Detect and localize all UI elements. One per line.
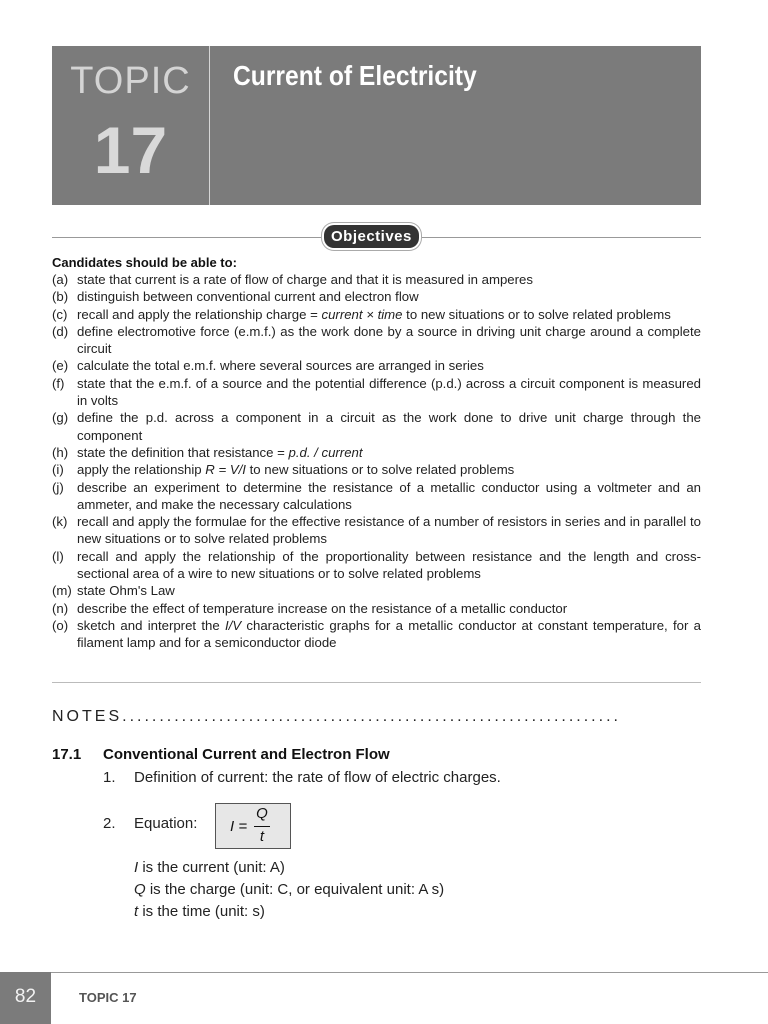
objective-letter: (h) xyxy=(52,444,69,460)
equation-numerator: Q xyxy=(256,805,268,822)
objective-text: define the p.d. across a component in a circuit as the work done to drive unit charge through the component xyxy=(77,410,701,443)
symbol: I xyxy=(134,859,139,876)
equation-box xyxy=(215,803,291,849)
objective-text-part: characteristic graphs for a metallic conductor at constant temperature, for a filament lamp and for a semiconductor diode xyxy=(77,617,701,651)
symbol: t xyxy=(134,903,139,920)
objective-letter: (b) xyxy=(52,289,69,305)
objective-item xyxy=(52,357,701,374)
list-item-number: 2. xyxy=(103,815,116,832)
objective-letter: (f) xyxy=(52,375,65,391)
objective-text xyxy=(77,306,701,323)
objectives-list xyxy=(52,271,701,652)
objective-text-part: to new situations or to solve related problems xyxy=(245,462,515,478)
objective-item xyxy=(52,513,701,548)
footer-rule xyxy=(0,972,768,973)
objective-text: recall and apply the relationship of the proportionality between resistance and the length and cross-sectional area of a wire to new situations or to solve related problems xyxy=(77,548,701,582)
equation-label: Equation: xyxy=(134,815,198,832)
equation-lhs: I = xyxy=(230,818,248,835)
definition-charge xyxy=(134,881,444,898)
objective-item xyxy=(52,479,701,514)
objective-text-part: sketch and interpret the xyxy=(77,617,225,633)
objective-item xyxy=(52,548,701,583)
page-title: Current of Electricity xyxy=(233,60,477,91)
objective-letter: (d) xyxy=(52,323,69,339)
objective-letter: (o) xyxy=(52,617,69,633)
objective-text: state that the e.m.f. of a source and the potential difference (p.d.) across a circuit component is measured in volts xyxy=(77,375,701,409)
objectives-intro: Candidates should be able to: xyxy=(52,255,237,270)
objective-item xyxy=(52,306,701,323)
objective-text: define electromotive force (e.m.f.) as the work done by a source in driving unit charge around a complete circuit xyxy=(77,323,701,357)
objective-letter: (e) xyxy=(52,358,69,374)
definition-text: is the time (unit: s) xyxy=(138,903,265,920)
objectives-badge: Objectives xyxy=(324,225,419,248)
objective-formula: p.d. / current xyxy=(288,444,363,460)
objective-formula: I/V xyxy=(225,617,242,633)
objective-text: distinguish between conventional current and electron flow xyxy=(77,289,419,305)
topic-number: 17 xyxy=(93,113,168,187)
objective-letter: (a) xyxy=(52,272,69,287)
objective-item xyxy=(52,617,701,652)
definition-time xyxy=(134,903,265,920)
objective-letter: (k) xyxy=(52,514,68,530)
topic-label: TOPIC xyxy=(70,60,191,102)
objective-letter: (l) xyxy=(52,548,64,564)
objective-text-part: to new situations or to solve related problems xyxy=(402,306,671,322)
footer-topic-label: TOPIC 17 xyxy=(79,990,137,1005)
objective-item xyxy=(52,271,701,288)
objective-text xyxy=(77,461,701,478)
objective-text: describe an experiment to determine the resistance of a metallic conductor using a voltmeter and an ammeter, and make the necessary calculations xyxy=(77,479,701,512)
objective-text-part: recall and apply the relationship charge = xyxy=(77,306,322,322)
objective-formula: current × time xyxy=(321,306,403,322)
objective-item xyxy=(52,375,701,410)
section-divider xyxy=(52,682,701,683)
objective-letter: (c) xyxy=(52,306,68,322)
objective-text xyxy=(77,617,701,652)
page-number: 82 xyxy=(0,972,51,1024)
equation-denominator: t xyxy=(259,828,265,845)
objective-formula: R = V/I xyxy=(205,462,246,478)
objective-item xyxy=(52,288,701,305)
objective-text xyxy=(77,444,701,461)
objective-item xyxy=(52,582,701,599)
objective-text: describe the effect of temperature increase on the resistance of a metallic conductor xyxy=(77,600,568,616)
objective-text-part: apply the relationship xyxy=(77,462,206,478)
symbol: Q xyxy=(134,881,146,898)
objective-letter: (n) xyxy=(52,600,69,616)
objective-item xyxy=(52,461,701,478)
definition-text: is the current (unit: A) xyxy=(138,859,285,876)
objective-text: recall and apply the formulae for the effective resistance of a number of resistors in series and in parallel to new situations or to solve related problems xyxy=(77,514,701,547)
objective-text: state that current is a rate of flow of charge and that it is measured in amperes xyxy=(77,272,533,287)
objective-item xyxy=(52,444,701,461)
objective-letter: (j) xyxy=(52,479,64,495)
fraction-bar xyxy=(254,826,270,827)
notes-heading: NOTES................................................................... xyxy=(52,708,621,725)
objective-item xyxy=(52,323,701,358)
objective-text-part: state the definition that resistance = xyxy=(77,444,289,460)
objective-letter: (g) xyxy=(52,410,69,426)
section-number: 17.1 xyxy=(52,746,82,763)
section-title: Conventional Current and Electron Flow xyxy=(103,746,390,763)
objective-item xyxy=(52,600,701,617)
objective-text: calculate the total e.m.f. where several sources are arranged in series xyxy=(77,358,484,374)
definition-text: is the charge (unit: C, or equivalent unit: A s) xyxy=(145,881,445,898)
objective-letter: (i) xyxy=(52,462,64,478)
objective-item xyxy=(52,409,701,444)
definition-current xyxy=(134,859,285,876)
objective-letter: (m) xyxy=(52,583,72,599)
list-item-number: 1. xyxy=(103,769,116,786)
current-definition: Definition of current: the rate of flow of electric charges. xyxy=(134,769,501,786)
objective-text: state Ohm's Law xyxy=(77,583,175,599)
header-divider xyxy=(209,46,210,205)
